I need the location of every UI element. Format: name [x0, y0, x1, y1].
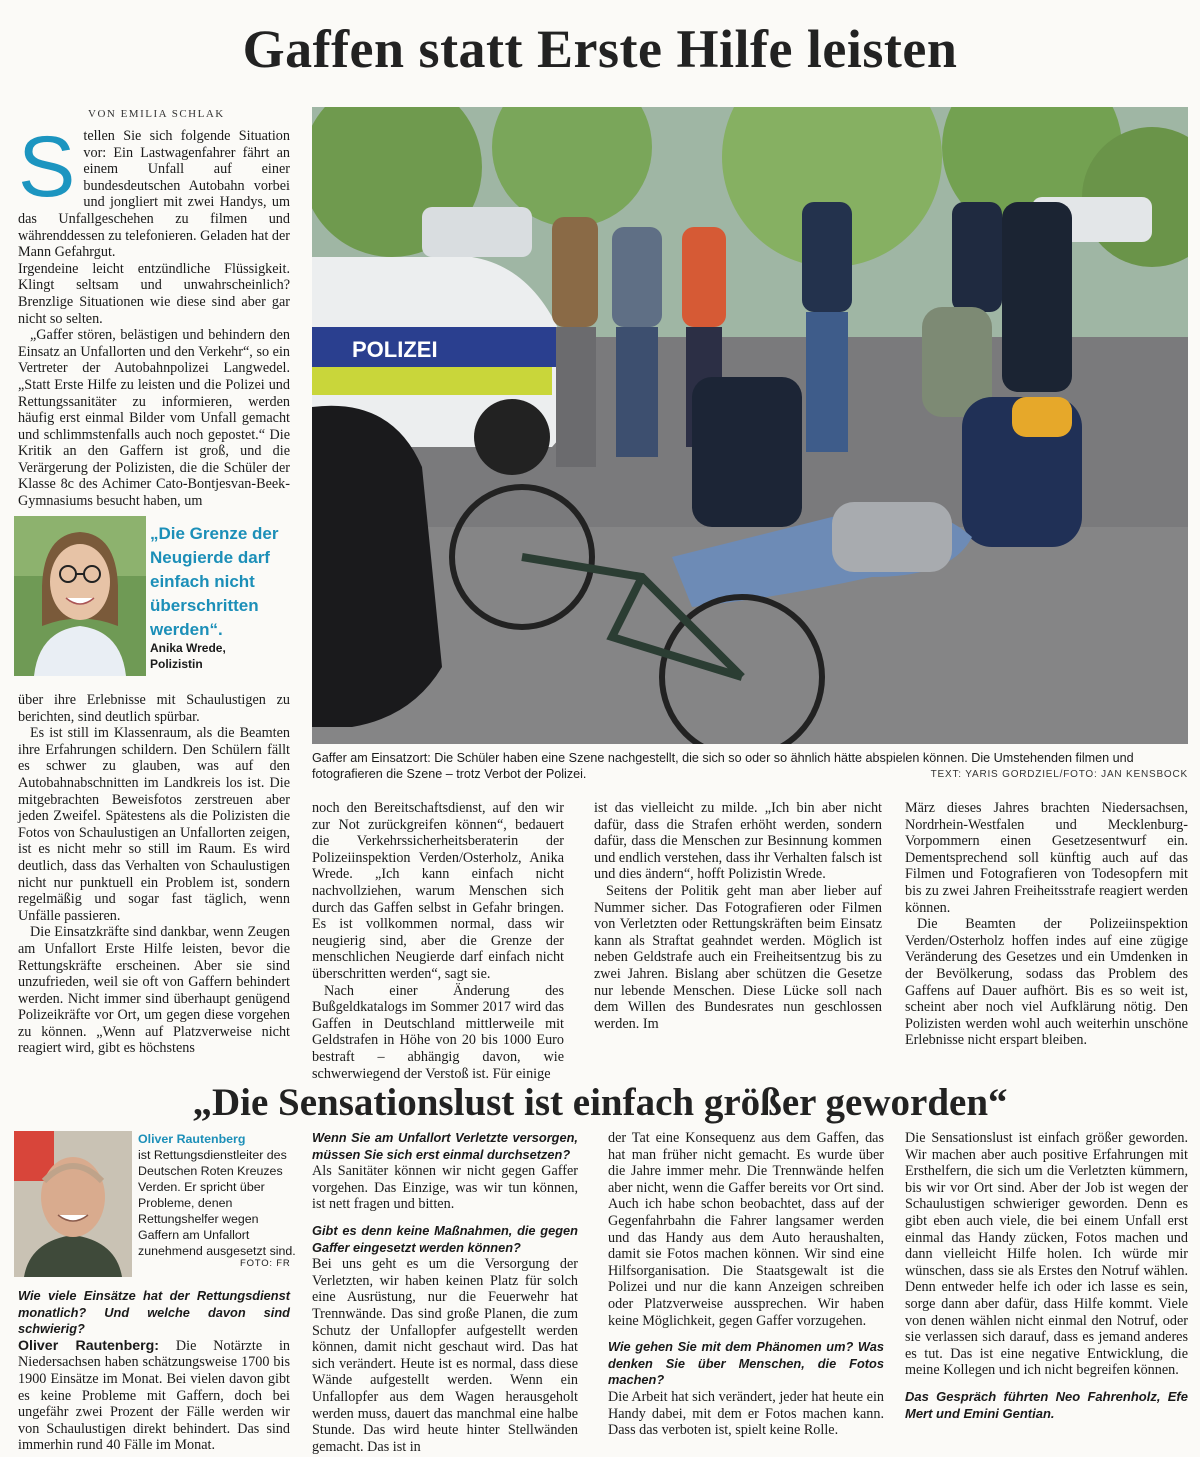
article-column-4 [905, 800, 1188, 1049]
paragraph: März dieses Jahres brachten Niedersachsen, Nordrhein-Westfalen und Mecklenburg-Vorpommern einen Gesetzesentwurf ein. Dementsprechend soll künftig auch auf das Filmen und Fotografieren von Todesopfern mit bis zu zwei Jahren Freiheitsstrafe reagiert werden können. [905, 800, 1188, 916]
portrait-credit: FOTO: FR [240, 1258, 291, 1269]
interview-column-2 [312, 1130, 578, 1455]
paragraph: über ihre Erlebnisse mit Schaulustigen zu berichten, sind deutlich spürbar. [18, 692, 290, 725]
paragraph: Irgendeine leicht entzündliche Flüssigkeit. Klingt seltsam und unwahrscheinlich? Brenzlige Situationen wie diese sind aber gar nicht so selten. [18, 260, 290, 327]
quote-role: Polizistin [150, 657, 203, 671]
portrait-oliver-rautenberg [14, 1131, 132, 1277]
interview-headline: „Die Sensationslust ist einfach größer geworden“ [192, 1081, 1008, 1124]
interview-answer: Die Arbeit hat sich verändert, jeder hat heute ein Handy dabei, mit dem er Fotos machen kann. Dass das verboten ist, spielt keine Rolle. [608, 1388, 884, 1439]
bio-text: ist Rettungsdienstleiter des Deutschen Roten Kreuzes Verden. Er spricht über Probleme, denen Rettungshelfer wegen Gaffern am Unfallort zunehmend ausgesetzt sind. [138, 1148, 296, 1258]
interview-answer: Als Sanitäter können wir nicht gegen Gaffer vorgehen. Das Einzige, was wir tun können, ist nett fragen und bitten. [312, 1163, 578, 1213]
quote-author: Anika Wrede, [150, 641, 226, 655]
photo-credit: TEXT: YARIS GORDZIEL/FOTO: JAN KENSBOCK [930, 769, 1188, 780]
interview-question: Wie viele Einsätze hat der Rettungsdienst monatlich? Und welche davon sind schwierig? [18, 1288, 290, 1337]
interview-answer: Bei uns geht es um die Versorgung der Verletzten, wir haben keinen Platz für solch eine Ausrüstung, nur die Feuerwehr hat Trennwände. Das sind große Planen, die zum Schutz der Unfallopfer aufgestellt werden können, damit nicht geschaut wird. Das hat sich verändert. Heute ist es normal, dass diese Wände aufgestellt werden. Wenn ein Unfallopfer aus dem Wagen herausgeholt werden muss, dauert das manchmal eine halbe Stunde. Das wird heute hinter Stellwänden gemacht. Das ist in [312, 1256, 578, 1455]
paragraph: tellen Sie sich folgende Situation vor: Ein Lastwagenfahrer fährt an einem Unfall auf einer bundesdeutschen Autobahn vorbei und jongliert mit zwei Handys, um das Unfallgeschehen zu filmen und währenddessen zu telefonieren. Geladen hat der Mann Gefahrgut. [18, 128, 290, 261]
interview-question: Wenn Sie am Unfallort Verletzte versorgen, müssen Sie sich erst einmal durchsetzen? [312, 1130, 578, 1162]
interview-question: Gibt es denn keine Maßnahmen, die gegen Gaffer eingesetzt werden können? [312, 1222, 578, 1255]
interview-credits: Das Gespräch führten Neo Fahrenholz, Efe Mert und Emini Gentian. [905, 1388, 1188, 1421]
interview-answer: Die Notärzte in Niedersachsen haben schätzungsweise 1700 bis 1900 Einsätze im Monat. Bei vielen davon gibt es keine Probleme mit Gaffern, doch bei ungefähr zwei Prozent der Fälle werden wir von Schaulustigen direkt behindert. Das sind immerhin rund 40 Fälle im Monat. [18, 1337, 291, 1454]
interview-column-4 [905, 1130, 1188, 1422]
police-car-lettering: POLIZEI [352, 337, 438, 362]
paragraph: Nach einer Änderung des Bußgeldkatalogs im Sommer 2017 wird das Gaffen in Deutschland mittlerweile mit Geldstrafen in Höhe von 20 bis 1000 Euro bestraft – abhängig davon, wie schwerwiegend der Verstoß ist. Für einige [312, 982, 564, 1082]
portrait-anika-wrede [14, 516, 146, 676]
paragraph: Die Beamten der Polizeiinspektion Verden/Osterholz hoffen indes auf eine zügige Veränderung des Gesetzes und ein Umdenken in der Bevölkerung, sodass das Problem des Gaffens auf Dauer aufhört. Bis es so weit ist, scheint aber noch viel Aufklärung nötig. Den Polizisten werden wohl auch weiterhin unschöne Erlebnisse nicht erspart bleiben. [905, 916, 1188, 1049]
article-column-2 [312, 800, 564, 1082]
drop-cap: S [18, 119, 76, 215]
interviewee-name: Oliver Rautenberg [138, 1132, 246, 1146]
article-column-3 [594, 800, 882, 1032]
paragraph: noch den Bereitschaftsdienst, auf den wir zur Not zurückgreifen können“, bedauert die Verkehrssicherheitsberaterin der Polizeiinspektion Verden/Osterholz, Anika Wrede. „Ich kann einfach nicht nachvollziehen, warum Menschen sich durch das Gaffen selbst in Gefahr bringen. Es ist vollkommen normal, dass wir neugierig sind, aber die Grenze der menschlichen Neugierde darf einfach nicht überschritten werden“, sagt sie. [312, 800, 564, 982]
interview-column-1 [18, 1288, 290, 1454]
interview-answer: Die Sensationslust ist einfach größer geworden. Wir machen aber auch positive Erfahrungen mit Ersthelfern, die sich um die Verletzten kümmern, bis wir vor Ort sind. Aber der Job ist wegen der Schaulustigen schwieriger geworden. Denn es gibt eben auch viele, die bei einem Unfall erst einmal das Handy zücken, Fotos machen und dann vielleicht Hilfe holen. Ich würde mir wünschen, dass sie als Erstes den Notruf wählen. Denn entweder helfe ich oder ich lasse es sein, sorge dann aber dafür, dass Hilfe kommt. Viele von denen wählen nicht einmal den Notruf, oder sie verlassen sich darauf, dass es jemand anderes es tut. Das ist eine negative Entwicklung, die meine Kollegen und ich nicht begreifen können. [905, 1130, 1188, 1379]
article-column-1-bottom [18, 692, 290, 1057]
paragraph: Seitens der Politik geht man aber lieber auf Nummer sicher. Das Fotografieren oder Filmen von Verletzten oder Rettungskräften beim Einsatz kann als Straftat geahndet werden. Möglich ist neben Geldstrafe auch ein Freiheitsentzug bis zu zwei Jahren. Bislang aber schützen die Gesetze nur lebende Menschen. Diese Lücke soll nach dem Willen des Bundesrates nun geschlossen werden. Im [594, 882, 882, 1032]
article-photo [312, 107, 1188, 744]
page-title: Gaffen statt Erste Hilfe leisten [242, 19, 958, 79]
paragraph: Die Einsatzkräfte sind dankbar, wenn Zeugen am Unfallort Erste Hilfe leisten, bevor die Rettungskräfte erscheinen. Aber sie sind unzufrieden, weil sie oft von Gaffern behindert werden. Nicht immer sind überhaupt genügend Polizeikräfte vor Ort, um gegen diese vorgehen zu können. „Wenn auf Platzverweise nicht reagiert wird, gibt es höchstens [18, 924, 290, 1057]
byline: VON EMILIA SCHLAK [88, 108, 225, 120]
interviewee-bio [138, 1131, 298, 1259]
photo-caption: Gaffer am Einsatzort: Die Schüler haben eine Szene nachgestellt, die sich so oder so ähnlich hätte abspielen können. Die Umstehenden filmen und fotografieren die Szene – trotz Verbot der Polizei. [312, 751, 1134, 781]
interview-column-3 [608, 1130, 884, 1439]
paragraph: „Gaffer stören, belästigen und behindern den Einsatz an Unfallorten und den Verkehr“, so ein Vertreter der Autobahnpolizei Langwedel. „Statt Erste Hilfe zu leisten und die Polizei und Rettungssanitäter zu informieren, werden häufig erst einmal Bilder vom Unfall gemacht und schlimmstenfalls auch noch gepostet.“ Die Kritik an den Gaffern ist groß, und die Verärgerung der Polizisten, die die Schüler der Klasse 8c des Achimer Cato-Bontjesvan-Beek-Gymnasiums besucht haben, um [18, 327, 290, 510]
interview-answer: der Tat eine Konsequenz aus dem Gaffen, das hat man früher nicht gemacht. Es wurde über die Jahre immer mehr. Die Trennwände helfen aber nicht, wenn die Gaffer bereits vor Ort sind. Auch ich habe schon beobachtet, dass auf der Gegenfahrbahn die Fahrer langsamer werden und das Handy aus dem Auto heraushalten, damit sie Fotos machen können. Wir sind eine Hilfsorganisation. Die Staatsgewalt ist die Polizei und nur die kann Anzeigen schreiben oder Platzverweise aussprechen. Wir haben keine Möglichkeit, gegen Gaffer vorzugehen. [608, 1130, 884, 1329]
pull-quote: „Die Grenze der Neugierde darf einfach nicht überschritten werden“. [150, 524, 279, 639]
paragraph: ist das vielleicht zu milde. „Ich bin aber nicht dafür, dass die Strafen erhöht werden, sondern dafür, dass die Menschen zur Besinnung kommen und endlich verstehen, dass ihr Verhalten falsch ist und dies ändern“, hofft Polizistin Wrede. [594, 800, 882, 883]
article-column-1-top [18, 119, 290, 510]
answer-speaker: Oliver Rautenberg: [18, 1337, 160, 1354]
interview-question: Wie gehen Sie mit dem Phänomen um? Was denken Sie über Menschen, die Fotos machen? [608, 1339, 884, 1388]
paragraph: Es ist still im Klassenraum, als die Beamten ihre Erfahrungen schildern. Den Schülern fällt es schwer zu glauben, was auf den Autobahnabschnitten im Landkreis los ist. Die mitgebrachten Beweisfotos zerstreuen aber jeden Zweifel. Spätestens als die Polizisten die Fotos von Schaulustigen an Unfallorten zeigen, ist es nicht mehr so still im Raum. Es wird deutlich, dass das Verhalten von Schaulustigen nicht nur punktuell ein Problem ist, sondern regelmäßig und sogar fast täglich, wenn Unfälle passieren. [18, 725, 290, 924]
